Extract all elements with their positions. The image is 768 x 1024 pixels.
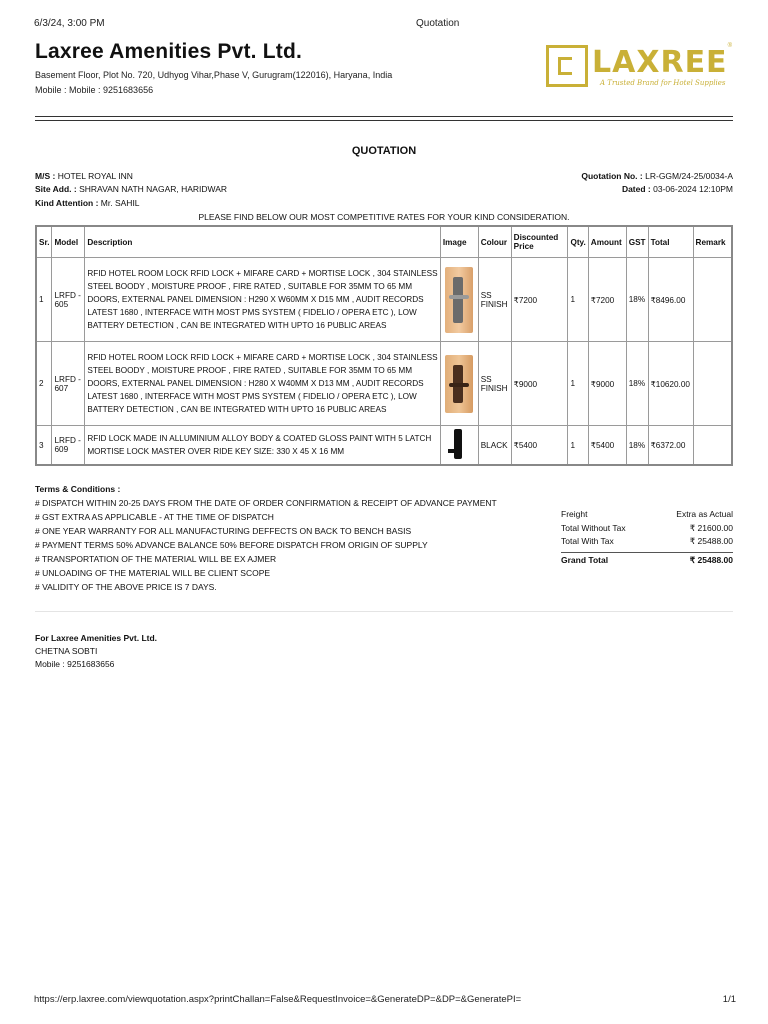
intro-text: PLEASE FIND BELOW OUR MOST COMPETITIVE RATES FOR YOUR KIND CONSIDERATION.: [198, 212, 570, 222]
logo-tagline: A Trusted Brand for Hotel Supplies: [600, 79, 726, 87]
cell-sr: 1: [36, 258, 52, 342]
term-item: # UNLOADING OF THE MATERIAL WILL BE CLIENT SCOPE: [35, 568, 271, 578]
cell-total: ₹10620.00: [648, 342, 693, 426]
cell-price: ₹9000: [511, 342, 568, 426]
term-item: # DISPATCH WITHIN 20-25 DAYS FROM THE DATE OF ORDER CONFIRMATION & RECEIPT OF ADVANCE PAYMENT: [35, 498, 497, 508]
cell-colour: SS FINISH: [478, 342, 511, 426]
cell-description: RFID HOTEL ROOM LOCK RFID LOCK + MIFARE CARD + MORTISE LOCK , 304 STAINLESS STEEL BOODY , MOISTURE PROOF , FIRE RATED , SUITABLE FOR 35MM TO 65 MM DOORS, EXTERNAL PANEL DIMENSION : H280 X W40MM X D13 MM , AUDIT RECORDS LATEST 1680 , INTERFACE WITH MOST PMS SYSTEM ( FIDELIO / OPERA ETC ), LOW BATTERY DETECTION , CAN BE INTEGRATED WITH UPTO 16 PUBLIC AREAS: [85, 342, 441, 426]
company-address: Basement Floor, Plot No. 720, Udhyog Vihar,Phase V, Gurugram(122016), Haryana, India: [35, 70, 393, 80]
logo-registered: ®: [727, 43, 732, 49]
cell-amount: ₹7200: [588, 258, 626, 342]
cell-model: LRFD - 605: [52, 258, 85, 342]
totals-row-grand: [561, 552, 733, 569]
term-item: # GST EXTRA AS APPLICABLE - AT THE TIME OF DISPATCH: [35, 512, 274, 522]
table-header-row: [36, 226, 732, 258]
term-item: # VALIDITY OF THE ABOVE PRICE IS 7 DAYS.: [35, 582, 217, 592]
totals-row-without-tax: [561, 523, 733, 537]
company-name: Laxree Amenities Pvt. Ltd.: [35, 40, 303, 63]
section-divider: [35, 611, 733, 612]
meta-quotation-no: [581, 171, 733, 181]
cell-amount: ₹9000: [588, 342, 626, 426]
col-qty: Qty.: [568, 226, 588, 258]
cell-price: ₹5400: [511, 426, 568, 466]
print-datetime: 6/3/24, 3:00 PM: [34, 18, 105, 29]
ms-label: M/S :: [35, 171, 56, 181]
cell-sr: 3: [36, 426, 52, 466]
table-row: [36, 342, 732, 426]
cell-sr: 2: [36, 342, 52, 426]
lock-silver-icon: [445, 267, 473, 333]
cell-total: ₹6372.00: [648, 426, 693, 466]
cell-gst: 18%: [626, 426, 648, 466]
totals-row-freight: [561, 509, 733, 523]
meta-ms: [35, 171, 133, 181]
dated-value: 03-06-2024 12:10PM: [653, 184, 733, 194]
col-remark: Remark: [693, 226, 732, 258]
signature-company: For Laxree Amenities Pvt. Ltd.: [35, 633, 158, 643]
col-discounted-price: Discounted Price: [511, 226, 568, 258]
header-divider: [35, 116, 733, 121]
cell-colour: BLACK: [478, 426, 511, 466]
cell-model: LRFD - 609: [52, 426, 85, 466]
col-total: Total: [648, 226, 693, 258]
quotation-no-value: LR-GGM/24-25/0034-A: [645, 171, 733, 181]
cell-remark: [693, 342, 732, 426]
term-item: # TRANSPORTATION OF THE MATERIAL WILL BE EX AJMER: [35, 554, 277, 564]
document-title: QUOTATION: [351, 145, 417, 157]
dated-label: Dated :: [621, 184, 651, 194]
company-mobile: Mobile : Mobile : 9251683656: [35, 85, 154, 95]
col-sr: Sr.: [36, 226, 52, 258]
footer-url: https://erp.laxree.com/viewquotation.aspx?printChallan=False&RequestInvoice=&GenerateDP=&DP=&GeneratePI=: [34, 994, 522, 1005]
cell-image: [440, 342, 478, 426]
grand-total-value: ₹ 25488.00: [689, 554, 733, 565]
terms-heading: Terms & Conditions :: [35, 484, 121, 494]
cell-qty: 1: [568, 426, 588, 466]
cell-colour: SS FINISH: [478, 258, 511, 342]
cell-price: ₹7200: [511, 258, 568, 342]
site-value: SHRAVAN NATH NAGAR, HARIDWAR: [79, 184, 228, 194]
cell-model: LRFD - 607: [52, 342, 85, 426]
lock-brown-icon: [445, 355, 473, 413]
term-item: # ONE YEAR WARRANTY FOR ALL MANUFACTURING DEFFECTS ON BACK TO BENCH BASIS: [35, 526, 412, 536]
with-tax-label: Total With Tax: [561, 536, 614, 546]
without-tax-value: ₹ 21600.00: [689, 522, 733, 533]
cell-qty: 1: [568, 342, 588, 426]
meta-attention: [35, 198, 140, 208]
meta-site: [35, 184, 227, 194]
site-label: Site Add. :: [35, 184, 77, 194]
lock-black-icon: [448, 427, 470, 463]
cell-image: [440, 426, 478, 466]
col-gst: GST: [626, 226, 648, 258]
col-colour: Colour: [478, 226, 511, 258]
attention-value: Mr. SAHIL: [100, 198, 140, 208]
totals-row-with-tax: [561, 536, 733, 550]
term-item: # PAYMENT TERMS 50% ADVANCE BALANCE 50% BEFORE DISPATCH FROM ORIGIN OF SUPPLY: [35, 540, 428, 550]
logo-text: LAXREE: [592, 45, 728, 80]
quotation-no-label: Quotation No. :: [581, 171, 643, 181]
with-tax-value: ₹ 25488.00: [689, 536, 733, 546]
cell-qty: 1: [568, 258, 588, 342]
attention-label: Kind Attention :: [35, 198, 99, 208]
signature-block: [35, 632, 157, 671]
totals-summary: [561, 509, 733, 568]
footer-page-number: 1/1: [722, 994, 736, 1005]
cell-gst: 18%: [626, 258, 648, 342]
cell-amount: ₹5400: [588, 426, 626, 466]
col-amount: Amount: [588, 226, 626, 258]
freight-label: Freight: [561, 509, 588, 519]
meta-dated: [622, 184, 733, 194]
table-row: [36, 258, 732, 342]
grand-total-label: Grand Total: [561, 554, 609, 565]
signature-mobile: Mobile : 9251683656: [35, 659, 115, 669]
cell-description: RFID LOCK MADE IN ALLUMINIUM ALLOY BODY & COATED GLOSS PAINT WITH 5 LATCH MORTISE LOCK MASTER OVER RIDE KEY SIZE: 330 X 45 X 16 MM: [85, 426, 441, 466]
col-model: Model: [52, 226, 85, 258]
table-row: [36, 426, 732, 466]
terms-section: [35, 482, 497, 594]
cell-image: [440, 258, 478, 342]
cell-remark: [693, 258, 732, 342]
items-table: [35, 225, 733, 466]
company-logo: [546, 43, 736, 91]
print-title: Quotation: [416, 18, 460, 29]
ms-value: HOTEL ROYAL INN: [57, 171, 133, 181]
cell-gst: 18%: [626, 342, 648, 426]
cell-remark: [693, 426, 732, 466]
signature-name: CHETNA SOBTI: [35, 646, 98, 656]
cell-description: RFID HOTEL ROOM LOCK RFID LOCK + MIFARE CARD + MORTISE LOCK , 304 STAINLESS STEEL BOODY , MOISTURE PROOF , FIRE RATED , SUITABLE FOR 35MM TO 65 MM DOORS, EXTERNAL PANEL DIMENSION : H290 X W60MM X D15 MM , AUDIT RECORDS LATEST 1680 , INTERFACE WITH MOST PMS SYSTEM ( FIDELIO / OPERA ETC ), LOW BATTERY DETECTION , CAN BE INTEGRATED WITH UPTO 16 PUBLIC AREAS: [85, 258, 441, 342]
logo-mark-icon: [546, 45, 588, 87]
without-tax-label: Total Without Tax: [561, 522, 626, 533]
cell-total: ₹8496.00: [648, 258, 693, 342]
freight-value: Extra as Actual: [676, 509, 733, 519]
col-description: Description: [85, 226, 441, 258]
col-image: Image: [440, 226, 478, 258]
